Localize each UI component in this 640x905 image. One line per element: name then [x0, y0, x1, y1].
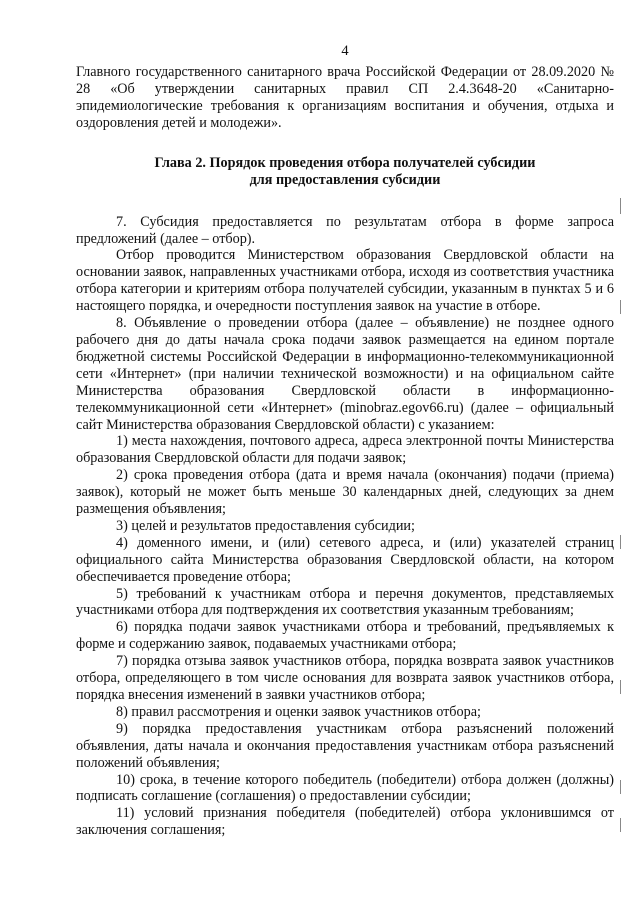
intro-paragraph: Главного государственного санитарного врача Российской Федерации от 28.09.2020 № 28 «Об утверждении санитарных правил СП 2.4.3648-20 «Санитарно-эпидемиологические требования к организациям воспитания и обучения, отдыха и оздоровления детей и молодежи».	[76, 64, 614, 131]
scan-mark	[620, 198, 621, 214]
list-item-8: 8) правил рассмотрения и оценки заявок участников отбора;	[116, 703, 481, 720]
scan-mark	[620, 780, 621, 794]
list-item-5: 5) требований к участникам отбора и перечня документов, представляемых участниками отбора для подтверждения их соответствия указанным требованиям;	[76, 585, 614, 619]
list-item-11: 11) условий признания победителя (победителей) отбора уклонившимся от заключения соглашения;	[76, 805, 614, 839]
scan-mark	[620, 818, 621, 832]
chapter-heading	[76, 155, 614, 189]
document-page	[76, 42, 614, 839]
scan-mark	[620, 300, 621, 314]
list-item-6: 6) порядка подачи заявок участниками отбора и требований, предъявляемых к форме и содержанию заявок, подаваемых участниками отбора;	[76, 619, 614, 653]
list-item-3: 3) целей и результатов предоставления субсидии;	[116, 517, 415, 534]
paragraph-8: 8. Объявление о проведении отбора (далее – объявление) не позднее одного рабочего дня до даты начала срока подачи заявок размещается на едином портале бюджетной системы Российской Федерации в информационно-телекоммуникационной сети «Интернет» (при наличии технической возможности) и на официальном сайте Министерства образования Свердловской области в информационно-телекоммуникационной сети «Интернет» (minobraz.egov66.ru) (далее – официальный сайт Министерства образования Свердловской области) с указанием:	[76, 315, 614, 433]
list-item-2: 2) срока проведения отбора (дата и время начала (окончания) подачи (приема) заявок), который не может быть меньше 30 календарных дней, следующих за днем размещения объявления;	[76, 467, 614, 518]
scan-mark	[620, 535, 621, 549]
list-item-4: 4) доменного имени, и (или) сетевого адреса, и (или) указателей страниц официального сайта Министерства образования Свердловской области, на котором обеспечивается проведение отбора;	[76, 534, 614, 585]
scan-mark	[620, 680, 621, 694]
paragraph-7: 7. Субсидия предоставляется по результатам отбора в форме запроса предложений (далее – отбор).	[76, 213, 614, 247]
paragraph-selection: Отбор проводится Министерством образования Свердловской области на основании заявок, направленных участниками отбора, исходя из соответствия участника отбора категории и критериям отбора получателей субсидии, указанным в пунктах 5 и 6 настоящего порядка, и очередности поступления заявок на участие в отборе.	[76, 247, 614, 315]
list-item-7: 7) порядка отзыва заявок участников отбора, порядка возврата заявок участников отбора, определяющего в том числе основания для возврата заявок участников отбора, порядка внесения изменений в заявки участников отбора;	[76, 653, 614, 703]
page-number: 4	[341, 43, 349, 59]
list-item-10: 10) срока, в течение которого победитель (победители) отбора должен (должны) подписать соглашение (соглашения) о предоставлении субсидии;	[76, 771, 614, 805]
list-item-9: 9) порядка предоставления участникам отбора разъяснений положений объявления, даты начала и окончания предоставления участникам отбора разъяснений положений объявления;	[76, 720, 614, 771]
list-item-1: 1) места нахождения, почтового адреса, адреса электронной почты Министерства образования Свердловской области для подачи заявок;	[76, 433, 614, 467]
chapter-heading-line-2: для предоставления субсидии	[249, 171, 441, 188]
chapter-heading-line-1: Глава 2. Порядок проведения отбора получателей субсидии	[154, 154, 536, 171]
